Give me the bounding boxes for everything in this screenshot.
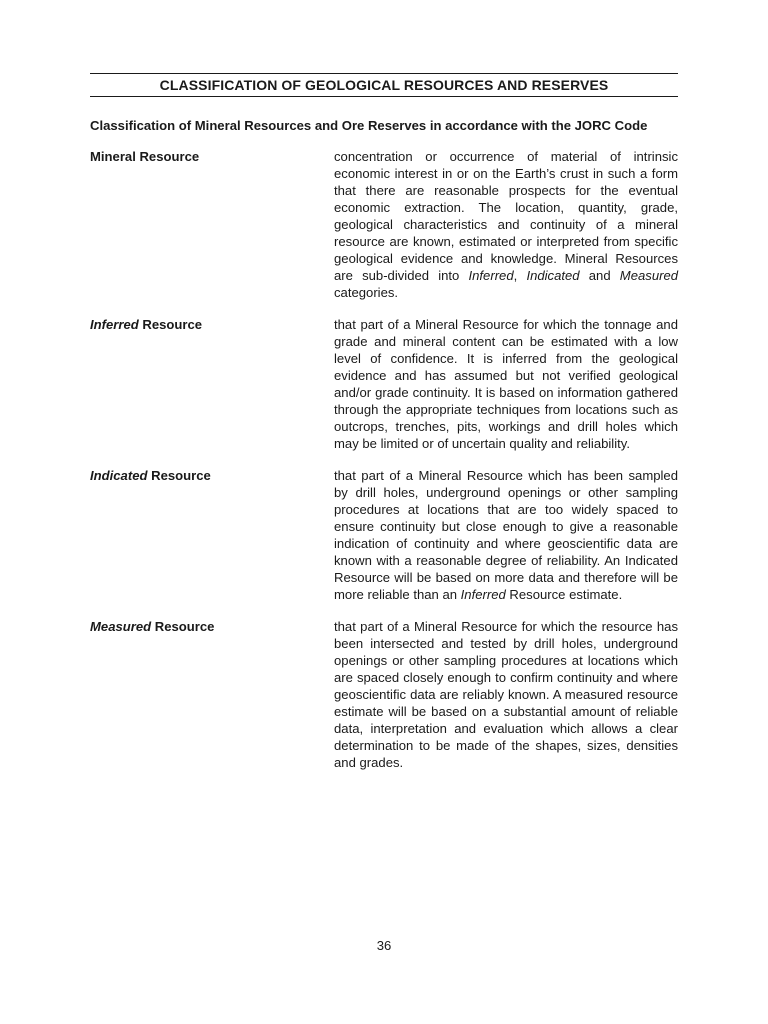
category-indicated: Indicated [526,268,580,283]
definition-mineral-resource [334,148,678,301]
definition-indicated-resource [334,467,678,603]
page-number: 36 [376,938,392,953]
definition-text: concentration or occurrence of material of intrinsic economic interest in or on the Earth’s crust in such a form that there are reasonable prospects for the eventual economic extraction. The location, quantity, grade, geological characteristics and continuity of a mineral resource are known, estimated or interpreted from specific geological evidence and knowledge. Mineral Resources are sub-divided into [334,149,678,283]
term-inferred-resource [90,316,334,452]
term-italic: Inferred [90,317,139,332]
definition-inferred-resource [334,316,678,452]
category-inferred: Inferred [468,268,514,283]
definition-text: that part of a Mineral Resource which has been sampled by drill holes, underground openings or other sampling procedures at locations that are too widely spaced to ensure continuity but close enough to give a reasonable indication of continuity and where geoscientific data are known with a reasonable degree of reliability. An Indicated Resource will be based on more data and therefore will be more reliable than an [334,468,678,602]
term-measured-resource [90,618,334,771]
and-word: and [588,268,611,283]
term-italic: Measured [90,619,152,634]
definition-text: that part of a Mineral Resource for which the resource has been intersected and tested by drill holes, underground openings or other sampling procedures at locations which are spaced closely enough to confirm continuity and where geoscientific data are reliably known. A measured resource estimate will be based on a substantial amount of reliable data, interpretation and evaluation which allows a clear determination to be made of the shapes, sizes, densities and grades. [334,619,678,770]
term-italic: Indicated [90,468,148,483]
title-rule-block [90,73,678,97]
definition-measured-resource [334,618,678,771]
definition-entry-mineral [90,148,678,301]
document-page [90,73,678,771]
page-title: CLASSIFICATION OF GEOLOGICAL RESOURCES AND RESERVES [159,77,609,93]
term-rest: Resource [154,619,215,634]
term-label: Mineral Resource [90,149,200,164]
definitions-list [90,148,678,771]
term-rest: Resource [151,468,211,483]
definition-text: that part of a Mineral Resource for which the tonnage and grade and mineral content can be estimated with a low level of confidence. It is inferred from the geological evidence and has assumed but not verified geological and/or grade continuity. It is based on information gathered through the appropriate techniques from locations such as outcrops, trenches, pits, workings and drill holes which may be limited or of uncertain quality and reliability. [334,317,678,451]
definition-entry-indicated [90,467,678,603]
definition-italic: Inferred [460,587,506,602]
definition-tail: categories. [334,285,399,300]
definition-entry-inferred [90,316,678,452]
term-mineral-resource [90,148,334,301]
comma: , [513,268,518,283]
definition-tail: Resource estimate. [509,587,623,602]
definition-entry-measured [90,618,678,771]
category-measured: Measured [619,268,679,283]
term-rest: Resource [142,317,203,332]
term-indicated-resource [90,467,334,603]
section-subtitle: Classification of Mineral Resources and Ore Reserves in accordance with the JORC Code [90,118,648,133]
